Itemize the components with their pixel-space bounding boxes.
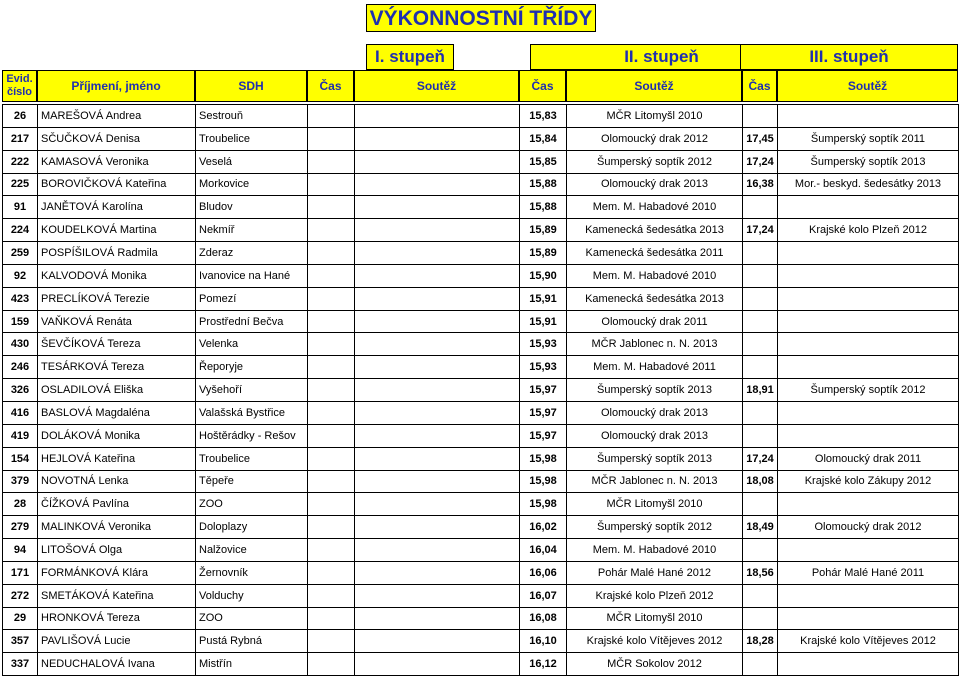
cell-jmeno: HRONKOVÁ Tereza xyxy=(38,607,196,630)
cell-soutez3: Šumperský soptík 2013 xyxy=(778,150,959,173)
stupen-2-header: II. stupeň xyxy=(530,44,793,70)
cell-soutez3: Krajské kolo Plzeň 2012 xyxy=(778,219,959,242)
cell-jmeno: KOUDELKOVÁ Martina xyxy=(38,219,196,242)
cell-soutez3 xyxy=(778,105,959,128)
cell-cas2: 15,89 xyxy=(520,219,567,242)
table-row xyxy=(3,379,959,402)
table-row xyxy=(3,356,959,379)
cell-evid: 94 xyxy=(3,539,38,562)
cell-sdh: Hoštěrádky - Rešov xyxy=(196,424,308,447)
cell-cas2: 15,93 xyxy=(520,356,567,379)
cell-jmeno: ČÍŽKOVÁ Pavlína xyxy=(38,493,196,516)
cell-cas3 xyxy=(743,584,778,607)
cell-evid: 379 xyxy=(3,470,38,493)
cell-soutez3 xyxy=(778,196,959,219)
cell-sdh: Nekmíř xyxy=(196,219,308,242)
cell-cas3: 18,28 xyxy=(743,630,778,653)
cell-jmeno: NOVOTNÁ Lenka xyxy=(38,470,196,493)
cell-soutez1 xyxy=(355,447,520,470)
cell-sdh: Doloplazy xyxy=(196,516,308,539)
cell-soutez3: Mor.- beskyd. šedesátky 2013 xyxy=(778,173,959,196)
cell-soutez2: Olomoucký drak 2012 xyxy=(567,127,743,150)
cell-cas2: 15,88 xyxy=(520,173,567,196)
cell-soutez1 xyxy=(355,105,520,128)
cell-cas1 xyxy=(308,127,355,150)
cell-soutez1 xyxy=(355,242,520,265)
cell-evid: 154 xyxy=(3,447,38,470)
header-sdh: SDH xyxy=(195,70,307,102)
table-row xyxy=(3,470,959,493)
cell-cas1 xyxy=(308,219,355,242)
cell-soutez2: MČR Jablonec n. N. 2013 xyxy=(567,333,743,356)
cell-jmeno: POSPÍŠILOVÁ Radmila xyxy=(38,242,196,265)
cell-evid: 92 xyxy=(3,264,38,287)
cell-jmeno: LITOŠOVÁ Olga xyxy=(38,539,196,562)
cell-soutez3 xyxy=(778,493,959,516)
cell-sdh: Těpeře xyxy=(196,470,308,493)
cell-soutez2: MČR Sokolov 2012 xyxy=(567,653,743,676)
table-row xyxy=(3,310,959,333)
header-cas-2: Čas xyxy=(519,70,566,102)
cell-soutez2: Kamenecká šedesátka 2013 xyxy=(567,287,743,310)
table-row xyxy=(3,105,959,128)
cell-jmeno: SČUČKOVÁ Denisa xyxy=(38,127,196,150)
cell-sdh: Sestrouň xyxy=(196,105,308,128)
cell-jmeno: MAREŠOVÁ Andrea xyxy=(38,105,196,128)
table-row xyxy=(3,630,959,653)
cell-cas2: 16,08 xyxy=(520,607,567,630)
table-row xyxy=(3,173,959,196)
cell-soutez3 xyxy=(778,401,959,424)
cell-cas1 xyxy=(308,424,355,447)
cell-cas3 xyxy=(743,105,778,128)
table-row xyxy=(3,493,959,516)
cell-cas3: 18,91 xyxy=(743,379,778,402)
cell-cas2: 15,97 xyxy=(520,424,567,447)
table-row xyxy=(3,401,959,424)
results-table xyxy=(2,104,959,676)
cell-soutez2: Olomoucký drak 2011 xyxy=(567,310,743,333)
cell-cas2: 15,88 xyxy=(520,196,567,219)
cell-cas2: 15,97 xyxy=(520,401,567,424)
cell-cas2: 15,98 xyxy=(520,470,567,493)
cell-soutez1 xyxy=(355,516,520,539)
table-row xyxy=(3,150,959,173)
table-row xyxy=(3,196,959,219)
cell-jmeno: BASLOVÁ Magdaléna xyxy=(38,401,196,424)
cell-cas3: 17,24 xyxy=(743,219,778,242)
cell-evid: 91 xyxy=(3,196,38,219)
header-cas-3: Čas xyxy=(742,70,777,102)
cell-soutez3 xyxy=(778,584,959,607)
cell-sdh: Nalžovice xyxy=(196,539,308,562)
cell-soutez2: Krajské kolo Vítějeves 2012 xyxy=(567,630,743,653)
cell-evid: 430 xyxy=(3,333,38,356)
cell-soutez1 xyxy=(355,264,520,287)
cell-evid: 419 xyxy=(3,424,38,447)
cell-soutez1 xyxy=(355,287,520,310)
table-row xyxy=(3,242,959,265)
stupen-1-header: I. stupeň xyxy=(366,44,454,70)
cell-cas1 xyxy=(308,356,355,379)
cell-cas2: 15,83 xyxy=(520,105,567,128)
cell-cas2: 15,98 xyxy=(520,447,567,470)
cell-soutez3 xyxy=(778,607,959,630)
cell-cas1 xyxy=(308,333,355,356)
page-title: VÝKONNOSTNÍ TŘÍDY xyxy=(366,4,596,32)
cell-evid: 326 xyxy=(3,379,38,402)
cell-soutez1 xyxy=(355,630,520,653)
cell-soutez3 xyxy=(778,287,959,310)
cell-soutez3 xyxy=(778,424,959,447)
cell-sdh: Troubelice xyxy=(196,447,308,470)
cell-sdh: Řeporyje xyxy=(196,356,308,379)
cell-cas1 xyxy=(308,653,355,676)
header-soutez-2: Soutěž xyxy=(566,70,742,102)
cell-cas1 xyxy=(308,516,355,539)
table-row xyxy=(3,424,959,447)
table-row xyxy=(3,561,959,584)
cell-evid: 416 xyxy=(3,401,38,424)
cell-cas3 xyxy=(743,287,778,310)
cell-jmeno: TESÁRKOVÁ Tereza xyxy=(38,356,196,379)
cell-evid: 357 xyxy=(3,630,38,653)
table-row xyxy=(3,264,959,287)
cell-soutez2: Šumperský soptík 2013 xyxy=(567,379,743,402)
cell-soutez2: MČR Jablonec n. N. 2013 xyxy=(567,470,743,493)
cell-soutez1 xyxy=(355,584,520,607)
cell-cas1 xyxy=(308,105,355,128)
cell-evid: 337 xyxy=(3,653,38,676)
cell-soutez1 xyxy=(355,493,520,516)
cell-cas3 xyxy=(743,401,778,424)
cell-cas1 xyxy=(308,561,355,584)
cell-cas3: 18,49 xyxy=(743,516,778,539)
cell-evid: 259 xyxy=(3,242,38,265)
cell-cas2: 15,97 xyxy=(520,379,567,402)
cell-jmeno: PRECLÍKOVÁ Terezie xyxy=(38,287,196,310)
cell-soutez1 xyxy=(355,219,520,242)
cell-cas1 xyxy=(308,539,355,562)
cell-soutez1 xyxy=(355,127,520,150)
header-evid: Evid. číslo xyxy=(2,70,37,102)
cell-cas3 xyxy=(743,653,778,676)
cell-soutez3: Pohár Malé Hané 2011 xyxy=(778,561,959,584)
cell-cas3 xyxy=(743,539,778,562)
cell-soutez2: Mem. M. Habadové 2010 xyxy=(567,264,743,287)
cell-evid: 225 xyxy=(3,173,38,196)
header-jmeno: Příjmení, jméno xyxy=(37,70,195,102)
cell-evid: 272 xyxy=(3,584,38,607)
cell-sdh: Pustá Rybná xyxy=(196,630,308,653)
cell-sdh: ZOO xyxy=(196,493,308,516)
cell-soutez2: Olomoucký drak 2013 xyxy=(567,401,743,424)
cell-soutez1 xyxy=(355,150,520,173)
cell-soutez3: Krajské kolo Zákupy 2012 xyxy=(778,470,959,493)
cell-cas1 xyxy=(308,310,355,333)
cell-soutez3 xyxy=(778,333,959,356)
cell-sdh: Žernovník xyxy=(196,561,308,584)
cell-cas3 xyxy=(743,310,778,333)
cell-cas1 xyxy=(308,470,355,493)
cell-sdh: Morkovice xyxy=(196,173,308,196)
table-row xyxy=(3,584,959,607)
cell-cas3 xyxy=(743,264,778,287)
table-row xyxy=(3,333,959,356)
cell-cas3: 17,24 xyxy=(743,150,778,173)
cell-soutez2: Kamenecká šedesátka 2011 xyxy=(567,242,743,265)
cell-cas1 xyxy=(308,242,355,265)
cell-soutez2: Pohár Malé Hané 2012 xyxy=(567,561,743,584)
cell-cas2: 15,84 xyxy=(520,127,567,150)
cell-evid: 217 xyxy=(3,127,38,150)
cell-cas2: 15,91 xyxy=(520,310,567,333)
cell-cas2: 15,85 xyxy=(520,150,567,173)
cell-jmeno: KALVODOVÁ Monika xyxy=(38,264,196,287)
cell-cas1 xyxy=(308,196,355,219)
cell-jmeno: OSLADILOVÁ Eliška xyxy=(38,379,196,402)
cell-soutez3: Krajské kolo Vítějeves 2012 xyxy=(778,630,959,653)
cell-evid: 28 xyxy=(3,493,38,516)
cell-soutez2: MČR Litomyšl 2010 xyxy=(567,493,743,516)
cell-soutez1 xyxy=(355,561,520,584)
cell-sdh: Ivanovice na Hané xyxy=(196,264,308,287)
cell-soutez2: Šumperský soptík 2012 xyxy=(567,150,743,173)
cell-cas3 xyxy=(743,242,778,265)
cell-cas1 xyxy=(308,401,355,424)
cell-cas1 xyxy=(308,630,355,653)
cell-jmeno: JANĚTOVÁ Karolína xyxy=(38,196,196,219)
cell-cas2: 16,12 xyxy=(520,653,567,676)
cell-cas2: 15,91 xyxy=(520,287,567,310)
cell-jmeno: BOROVIČKOVÁ Kateřina xyxy=(38,173,196,196)
cell-sdh: Vyšehoří xyxy=(196,379,308,402)
header-soutez-3: Soutěž xyxy=(777,70,958,102)
cell-soutez2: MČR Litomyšl 2010 xyxy=(567,105,743,128)
cell-soutez3 xyxy=(778,310,959,333)
cell-soutez1 xyxy=(355,539,520,562)
cell-soutez2: Olomoucký drak 2013 xyxy=(567,173,743,196)
table-row xyxy=(3,127,959,150)
cell-cas2: 16,10 xyxy=(520,630,567,653)
cell-soutez1 xyxy=(355,379,520,402)
cell-sdh: Veselá xyxy=(196,150,308,173)
cell-cas1 xyxy=(308,584,355,607)
cell-jmeno: HEJLOVÁ Kateřina xyxy=(38,447,196,470)
cell-jmeno: KAMASOVÁ Veronika xyxy=(38,150,196,173)
cell-cas2: 15,89 xyxy=(520,242,567,265)
cell-jmeno: MALINKOVÁ Veronika xyxy=(38,516,196,539)
cell-sdh: Velenka xyxy=(196,333,308,356)
cell-soutez1 xyxy=(355,196,520,219)
table-row xyxy=(3,447,959,470)
table-row xyxy=(3,516,959,539)
cell-cas2: 16,04 xyxy=(520,539,567,562)
cell-cas3 xyxy=(743,333,778,356)
cell-cas1 xyxy=(308,493,355,516)
cell-cas3: 18,08 xyxy=(743,470,778,493)
cell-soutez1 xyxy=(355,470,520,493)
cell-sdh: Valašská Bystřice xyxy=(196,401,308,424)
cell-sdh: Volduchy xyxy=(196,584,308,607)
cell-cas1 xyxy=(308,264,355,287)
cell-soutez1 xyxy=(355,333,520,356)
cell-cas3: 17,24 xyxy=(743,447,778,470)
cell-evid: 279 xyxy=(3,516,38,539)
cell-sdh: Pomezí xyxy=(196,287,308,310)
table-row xyxy=(3,287,959,310)
cell-soutez3: Šumperský soptík 2012 xyxy=(778,379,959,402)
table-row xyxy=(3,653,959,676)
cell-jmeno: ŠEVČÍKOVÁ Tereza xyxy=(38,333,196,356)
cell-cas2: 15,93 xyxy=(520,333,567,356)
cell-soutez2: MČR Litomyšl 2010 xyxy=(567,607,743,630)
cell-sdh: Troubelice xyxy=(196,127,308,150)
cell-cas3 xyxy=(743,356,778,379)
cell-evid: 222 xyxy=(3,150,38,173)
cell-soutez2: Mem. M. Habadové 2010 xyxy=(567,196,743,219)
cell-cas3 xyxy=(743,493,778,516)
cell-jmeno: SMETÁKOVÁ Kateřina xyxy=(38,584,196,607)
cell-soutez3 xyxy=(778,242,959,265)
cell-soutez3: Šumperský soptík 2011 xyxy=(778,127,959,150)
cell-soutez1 xyxy=(355,607,520,630)
cell-cas1 xyxy=(308,379,355,402)
cell-soutez3 xyxy=(778,264,959,287)
table-row xyxy=(3,607,959,630)
cell-sdh: Mistřín xyxy=(196,653,308,676)
cell-cas1 xyxy=(308,150,355,173)
cell-soutez1 xyxy=(355,173,520,196)
cell-soutez3: Olomoucký drak 2012 xyxy=(778,516,959,539)
table-row xyxy=(3,219,959,242)
cell-cas2: 15,90 xyxy=(520,264,567,287)
cell-soutez3 xyxy=(778,539,959,562)
cell-soutez3: Olomoucký drak 2011 xyxy=(778,447,959,470)
cell-cas2: 16,02 xyxy=(520,516,567,539)
cell-cas3: 18,56 xyxy=(743,561,778,584)
header-soutez-1: Soutěž xyxy=(354,70,519,102)
cell-evid: 171 xyxy=(3,561,38,584)
cell-jmeno: PAVLIŠOVÁ Lucie xyxy=(38,630,196,653)
cell-soutez1 xyxy=(355,424,520,447)
cell-jmeno: NEDUCHALOVÁ Ivana xyxy=(38,653,196,676)
cell-soutez2: Mem. M. Habadové 2010 xyxy=(567,539,743,562)
cell-soutez2: Šumperský soptík 2013 xyxy=(567,447,743,470)
cell-soutez1 xyxy=(355,356,520,379)
cell-cas3: 16,38 xyxy=(743,173,778,196)
cell-cas1 xyxy=(308,173,355,196)
cell-evid: 246 xyxy=(3,356,38,379)
cell-jmeno: FORMÁNKOVÁ Klára xyxy=(38,561,196,584)
cell-soutez1 xyxy=(355,653,520,676)
cell-soutez1 xyxy=(355,310,520,333)
cell-evid: 26 xyxy=(3,105,38,128)
cell-soutez2: Šumperský soptík 2012 xyxy=(567,516,743,539)
cell-soutez3 xyxy=(778,356,959,379)
cell-sdh: ZOO xyxy=(196,607,308,630)
cell-soutez2: Olomoucký drak 2013 xyxy=(567,424,743,447)
cell-cas1 xyxy=(308,607,355,630)
cell-soutez1 xyxy=(355,401,520,424)
cell-cas2: 16,07 xyxy=(520,584,567,607)
cell-evid: 29 xyxy=(3,607,38,630)
cell-cas1 xyxy=(308,447,355,470)
cell-cas3: 17,45 xyxy=(743,127,778,150)
table-row xyxy=(3,539,959,562)
header-cas-1: Čas xyxy=(307,70,354,102)
cell-jmeno: DOLÁKOVÁ Monika xyxy=(38,424,196,447)
cell-jmeno: VAŇKOVÁ Renáta xyxy=(38,310,196,333)
cell-soutez2: Krajské kolo Plzeň 2012 xyxy=(567,584,743,607)
cell-sdh: Prostřední Bečva xyxy=(196,310,308,333)
stupen-3-header: III. stupeň xyxy=(740,44,958,70)
cell-sdh: Bludov xyxy=(196,196,308,219)
cell-cas3 xyxy=(743,424,778,447)
cell-cas3 xyxy=(743,196,778,219)
cell-soutez2: Kamenecká šedesátka 2013 xyxy=(567,219,743,242)
cell-cas2: 16,06 xyxy=(520,561,567,584)
cell-sdh: Zderaz xyxy=(196,242,308,265)
cell-evid: 423 xyxy=(3,287,38,310)
cell-evid: 159 xyxy=(3,310,38,333)
cell-cas3 xyxy=(743,607,778,630)
cell-evid: 224 xyxy=(3,219,38,242)
cell-soutez2: Mem. M. Habadové 2011 xyxy=(567,356,743,379)
cell-cas2: 15,98 xyxy=(520,493,567,516)
cell-soutez3 xyxy=(778,653,959,676)
cell-cas1 xyxy=(308,287,355,310)
